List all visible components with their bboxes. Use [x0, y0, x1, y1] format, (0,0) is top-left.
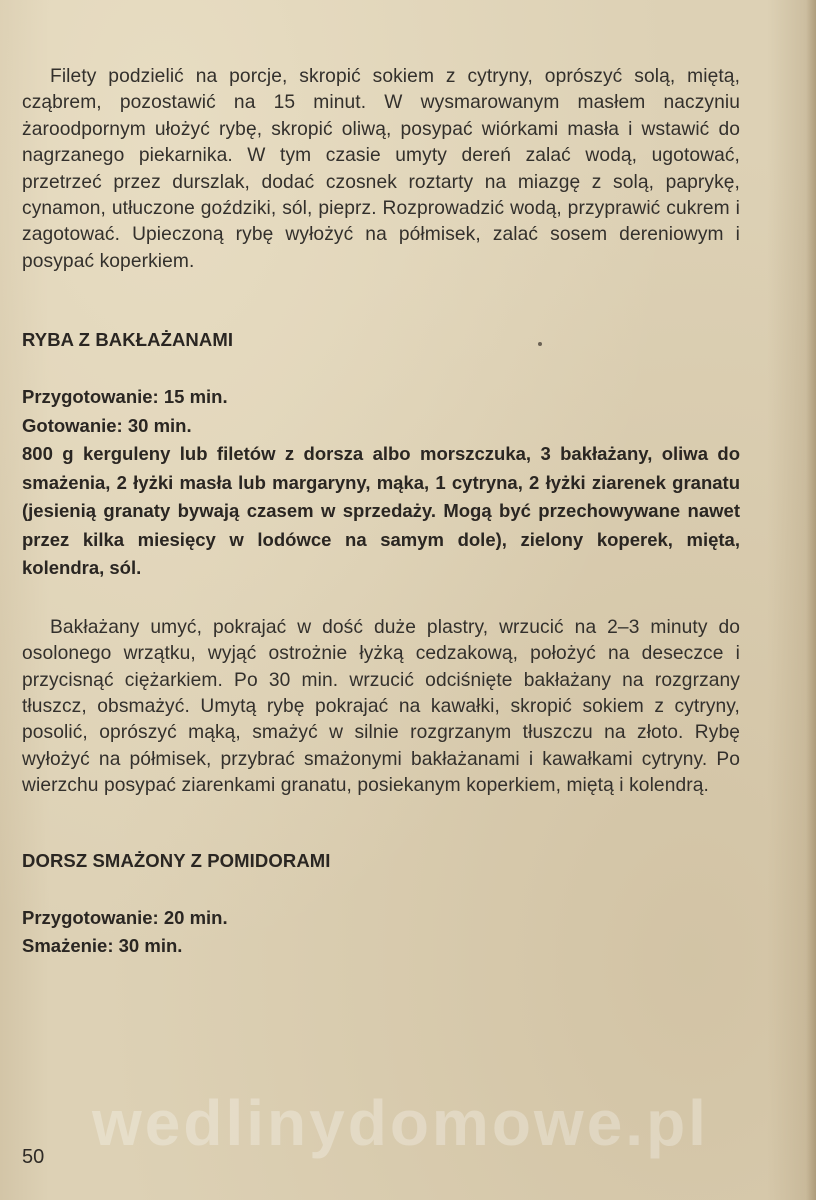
recipe-ingredients: 800 g kerguleny lub filetów z dorsza albo morszczuka, 3 bakłażany, oliwa do smażenia, 2 łyżki masła lub margaryny, mąka, 1 cytryna, 2 łyżki ziarenek granatu (jesienią granaty bywają czasem w sprzedaży. Mogą być przechowywane nawet przez kilka miesięcy w lodówce na samym dole), zielony koperek, mięta, kolendra, sól. [22, 443, 740, 579]
page-edge-shadow [806, 0, 816, 1200]
recipe-2-fry-time: Smażenie: 30 min. [22, 935, 183, 957]
recipe-intro-paragraph: Filety podzielić na porcje, skropić sokiem z cytryny, oprószyć solą, miętą, cząbrem, pozostawić na 15 minut. W wysmarowanym masłem naczyniu żaroodpornym ułożyć rybę, skropić oliwą, posypać wiórkami masła i wstawić do nagrzanego piekarnika. W tym czasie umyty dereń zalać wodą, ugotować, przetrzeć przez durszlak, dodać czosnek roztarty na miazgę z solą, paprykę, cynamon, utłuczone goździki, sól, pieprz. Rozprowadzić wodą, przyprawić cukrem i zagotować. Upieczoną rybę wyłożyć na półmisek, zalać sosem dereniowym i posypać koperkiem. [22, 66, 740, 272]
recipe-instructions: Bakłażany umyć, pokrajać w dość duże plastry, wrzucić na 2–3 minuty do osolonego wrzątku, wyjąć ostrożnie łyżką cedzakową, położyć na deseczce i przycisnąć ciężarkiem. Po 30 min. wrzucić odciśnięte bakłażany na rozgrzany tłuszcz, obsmażyć. Umytą rybę pokrajać na kawałki, skropić sokiem z cytryny, posolić, oprószyć mąką, smażyć w silnie rozgrzanym tłuszczu na złoto. Rybę wyłożyć na półmisek, przybrać smażonymi bakłażanami i kawałkami cytryny. Po wierzchu posypać ziarenkami granatu, posiekanym koperkiem, miętą i kolendrą. [22, 616, 740, 797]
recipe-cook-time: Gotowanie: 30 min. [22, 414, 192, 436]
page-content [22, 64, 740, 961]
recipe-prep-time: Przygotowanie: 15 min. [22, 386, 228, 408]
recipe-title-ryba-z-baklazanami: RYBA Z BAKŁAŻANAMI [22, 329, 234, 351]
watermark: wedlinydomowe.pl [92, 1087, 709, 1159]
ink-speck [538, 342, 542, 346]
recipe-2-prep-time: Przygotowanie: 20 min. [22, 906, 228, 928]
recipe-title-dorsz-smazony: DORSZ SMAŻONY Z POMIDORAMI [22, 849, 331, 871]
page-number: 50 [22, 1146, 45, 1168]
